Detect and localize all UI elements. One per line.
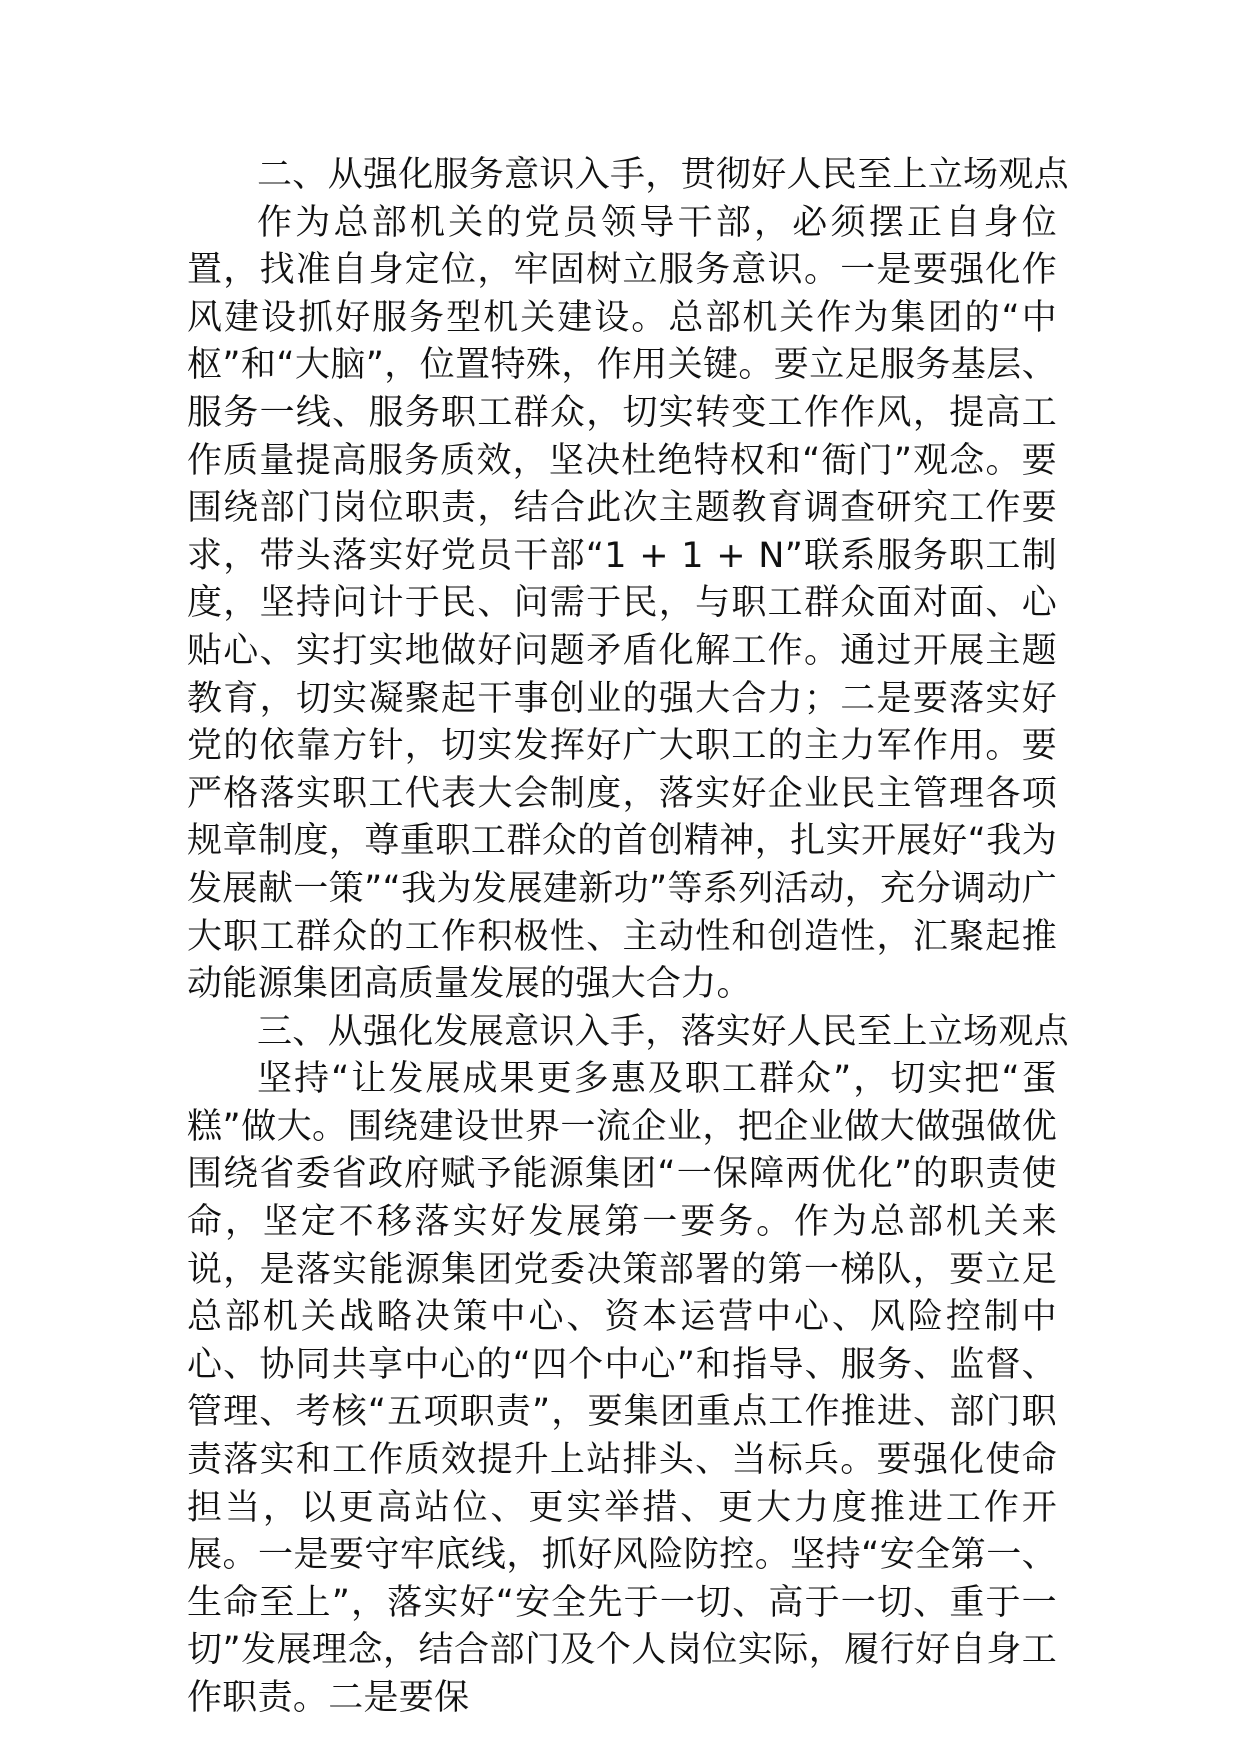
section-paragraph-2: 作为总部机关的党员领导干部，必须摆正自身位置，找准自身定位，牢固树立服务意识。一是要强化作风建设抓好服务型机关建设。总部机关作为集团的“中枢”和“大脑”，位置特殊，作用关键。要立足服务基层、服务一线、服务职工群众，切实转变工作作风，提高工作质量提高服务质效，坚决杜绝特权和“衙门”观念。要围绕部门岗位职责，结合此次主题教育调查研究工作要求，带头落实好党员干部“1 + 1 + N”联系服务职工制度，坚持问计于民、问需于民，与职工群众面对面、心贴心、实打实地做好问题矛盾化解工作。通过开展主题教育，切实凝聚起干事创业的强大合力；二是要落实好党的依靠方针，切实发挥好广大职工的主力军作用。要严格落实职工代表大会制度，落实好企业民主管理各项规章制度，尊重职工群众的首创精神，扎实开展好“我为发展献一策”“我为发展建新功”等系列活动，充分调动广大职工群众的工作积极性、主动性和创造性，汇聚起推动能源集团高质量发展的强大合力。: [187, 202, 1057, 1005]
section-paragraph-3: 坚持“让发展成果更多惠及职工群众”，切实把“蛋糕”做大。围绕建设世界一流企业，把企业做大做强做优围绕省委省政府赋予能源集团“一保障两优化”的职责使命，坚定不移落实好发展第一要务。作为总部机关来说，是落实能源集团党委决策部署的第一梯队，要立足总部机关战略决策中心、资本运营中心、风险控制中心、协同共享中心的“四个中心”和指导、服务、监督、管理、考核“五项职责”，要集团重点工作推进、部门职责落实和工作质效提升上站排头、当标兵。要强化使命担当，以更高站位、更实举措、更大力度推进工作开展。一是要守牢底线，抓好风险防控。坚持“安全第一、生命至上”，落实好“安全先于一切、高于一切、重于一切”发展理念，结合部门及个人岗位实际，履行好自身工作职责。二是要保: [187, 1059, 1057, 1718]
section-heading-2: 二、从强化服务意识入手，贯彻好人民至上立场观点: [257, 155, 1069, 195]
document-body: [187, 152, 1069, 1723]
section-heading-3: 三、从强化发展意识入手，落实好人民至上立场观点: [257, 1011, 1069, 1052]
